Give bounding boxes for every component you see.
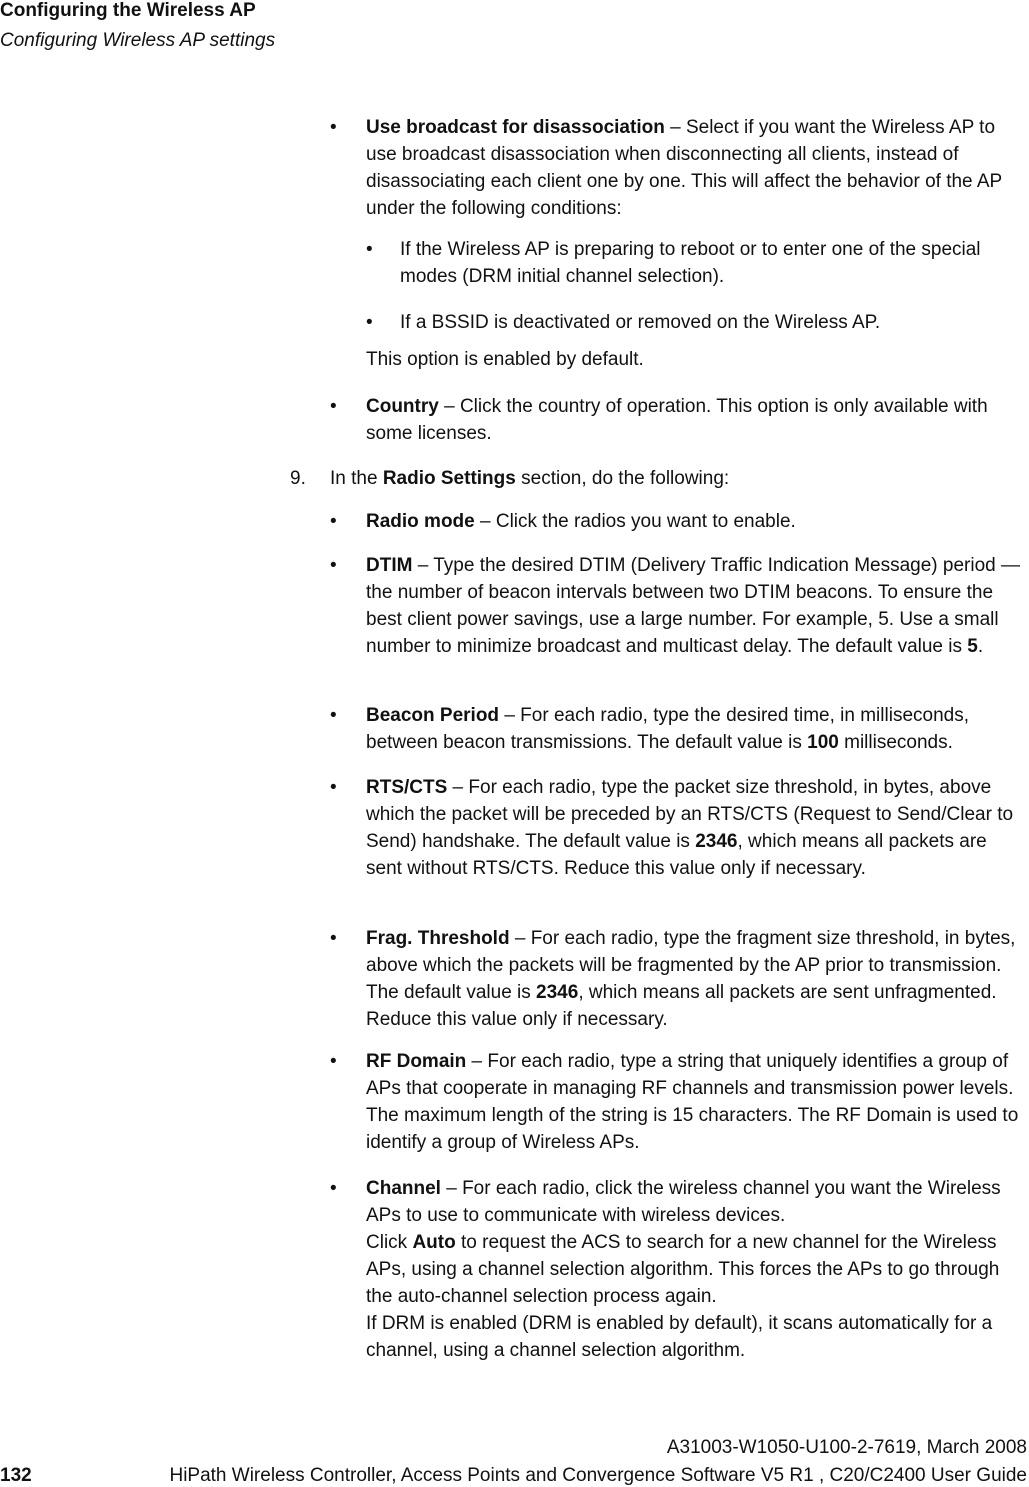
item-text: – Click the radios you want to enable.	[474, 511, 796, 532]
channel-auto: Auto	[412, 1232, 456, 1253]
item-text: – For each radio, type the fragment size threshold, in bytes, above which the packets will be fragmented by the AP prior to transmission. The default value is	[366, 928, 1016, 1003]
item-dtim	[366, 552, 1026, 660]
item-text-end: , which means all packets are sent unfragmented. Reduce this value only if necessary.	[366, 982, 997, 1030]
footer-document-id: A31003-W1050-U100-2-7619, March 2008	[666, 1437, 1027, 1458]
default-value: 2346	[695, 831, 738, 852]
bullet: •	[330, 511, 337, 532]
item-text: – Type the desired DTIM (Delivery Traffic Indication Message) period — the number of beacon intervals between two DTIM beacons. To ensure the best client power savings, use a large number. For example, 5. Use a small number to minimize broadcast and multicast delay. The default value is	[366, 555, 1020, 657]
channel-drm-text: If DRM is enabled (DRM is enabled by default), it scans automatically for a channel, using a channel selection algorithm.	[366, 1313, 993, 1361]
default-value: 2346	[536, 982, 579, 1003]
item-text: – Click the country of operation. This option is only available with some licenses.	[366, 396, 988, 444]
item-term: RTS/CTS	[366, 777, 448, 798]
item-text-end: , which means all packets are sent without RTS/CTS. Reduce this value only if necessary.	[366, 831, 987, 879]
item-text: – For each radio, type the desired time, in milliseconds, between beacon transmissions. The default value is	[366, 705, 969, 753]
channel-auto-text: to request the ACS to search for a new channel for the Wireless APs, using a channel selection algorithm. This forces the APs to go through the auto-channel selection process again.	[366, 1232, 1000, 1307]
item-country	[366, 393, 1026, 447]
step-text-post: section, do the following:	[515, 468, 730, 489]
running-header-subtitle: Configuring Wireless AP settings	[0, 30, 276, 51]
item-text: – For each radio, type the packet size threshold, in bytes, above which the packet will be preceded by an RTS/CTS (Request to Send/Clear to Send) handshake. The default value is	[366, 777, 1014, 852]
item-term: DTIM	[366, 555, 413, 576]
default-note: This option is enabled by default.	[366, 349, 644, 370]
bullet: •	[330, 555, 337, 576]
item-text: – For each radio, click the wireless channel you want the Wireless APs to use to communicate with wireless devices.	[366, 1178, 1001, 1226]
step-9-text	[330, 465, 1026, 492]
sub-item-bssid: If a BSSID is deactivated or removed on the Wireless AP.	[400, 312, 881, 333]
step-term: Radio Settings	[382, 468, 516, 489]
bullet: •	[330, 1178, 337, 1199]
item-text-end: milliseconds.	[838, 732, 953, 753]
item-term: Use broadcast for disassociation	[366, 117, 665, 138]
default-value: 100	[807, 732, 839, 753]
item-term: Frag. Threshold	[366, 928, 510, 949]
footer-guide-title: HiPath Wireless Controller, Access Points and Convergence Software V5 R1 , C20/C2400 User Guide	[169, 1465, 1027, 1486]
item-text: – Select if you want the Wireless AP to use broadcast disassociation when disconnecting all clients, instead of disassociating each client one by one. This will affect the behavior of the AP under the following conditions:	[366, 117, 1002, 219]
item-term: Channel	[366, 1178, 441, 1199]
step-number: 9.	[290, 468, 306, 489]
sub-item-reboot: If the Wireless AP is preparing to reboot or to enter one of the special modes (DRM initial channel selection).	[400, 239, 981, 287]
bullet: •	[330, 1051, 337, 1072]
item-beacon-period	[366, 702, 1026, 756]
item-text: – For each radio, type a string that uniquely identifies a group of APs that cooperate in managing RF channels and transmission power levels. The maximum length of the string is 15 characters. The RF Domain is used to identify a group of Wireless APs.	[366, 1051, 1019, 1153]
bullet: •	[330, 777, 337, 798]
item-text-end: .	[977, 636, 984, 657]
item-channel	[366, 1175, 1026, 1364]
item-radio-mode	[366, 508, 1026, 535]
item-term: Country	[366, 396, 439, 417]
channel-click: Click	[366, 1232, 413, 1253]
page-number: 132	[0, 1465, 32, 1486]
item-frag-threshold	[366, 925, 1026, 1033]
item-rts-cts	[366, 774, 1026, 882]
item-term: Beacon Period	[366, 705, 500, 726]
bullet: •	[330, 928, 337, 949]
bullet: •	[330, 117, 337, 138]
bullet: •	[330, 396, 337, 417]
running-header-title: Configuring the Wireless AP	[0, 0, 256, 21]
item-broadcast-disassociation	[366, 114, 1026, 222]
bullet: •	[330, 705, 337, 726]
item-term: RF Domain	[366, 1051, 467, 1072]
sub-bullet: •	[366, 312, 373, 333]
item-rf-domain	[366, 1048, 1026, 1156]
default-value: 5	[967, 636, 978, 657]
step-text-pre: In the	[330, 468, 383, 489]
sub-bullet: •	[366, 239, 373, 260]
item-term: Radio mode	[366, 511, 475, 532]
